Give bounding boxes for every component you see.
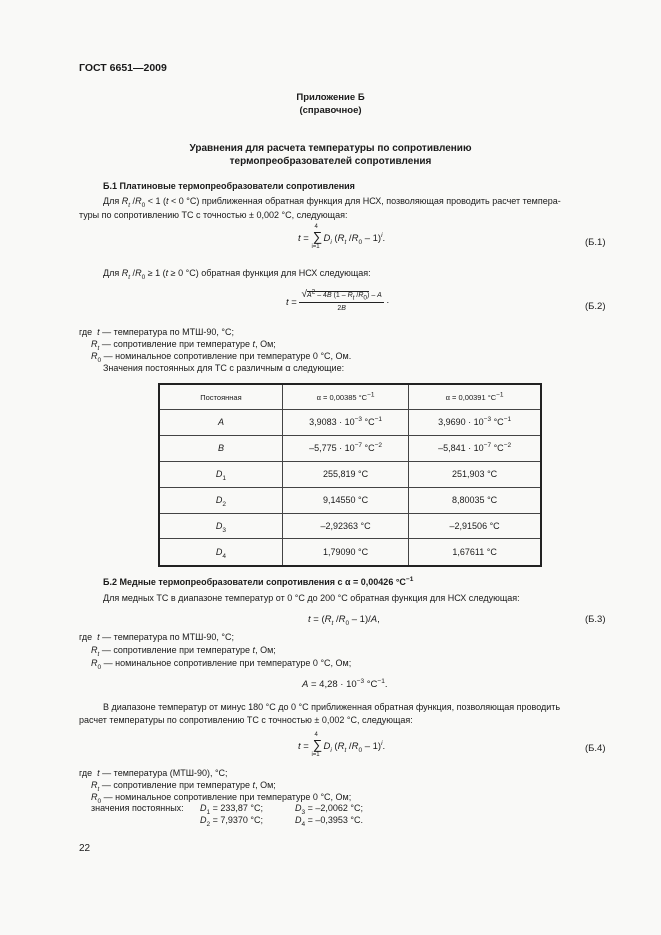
table-cell: 1,67611 °С — [409, 539, 541, 566]
appendix-subtitle: (справочное) — [299, 105, 362, 116]
b2-def-r0: $R_0$ — номинальное сопротивление при температуре 0 °С, Ом; — [91, 658, 352, 671]
b2-def-t: где t — температура по МТШ-90, °С; — [79, 632, 234, 642]
b1-paragraph2: Для $R_t$ $/R_0 \ge 1$ (t ≥ 0 °С) обратная функция для НСХ следующая: — [103, 268, 371, 281]
b2-paragraph1: Для медных ТС в диапазоне температур от 0 °С до 200 °С обратная функция для НСХ следующая: — [103, 593, 520, 603]
table-cell-name: B — [159, 435, 282, 461]
b2-constant-d3: $D_3 = -2,0062$ °С; — [295, 803, 364, 816]
equation-b1-number: (Б.1) — [585, 237, 606, 248]
table-cell: 9,14550 °С — [282, 487, 408, 513]
table-cell: $3,9083 \cdot 10^{-3}$ $^\circ С^{-1}$ — [282, 410, 408, 436]
equation-b2-number: (Б.2) — [585, 301, 606, 312]
main-title-line1: Уравнения для расчета температуры по сопротивлению — [189, 143, 472, 154]
table-header-row — [159, 384, 541, 410]
b2-constant-d1: $D_1 = 233,87$ °С; — [200, 803, 264, 816]
b2-constant-d4: $D_4 = -0,3953$ °С. — [295, 815, 364, 828]
table-cell-name: $D_4$ — [159, 539, 282, 566]
table-cell: –2,92363 °С — [282, 513, 408, 539]
b1-def-rt: $R_t$ — сопротивление при температуре t, Ом; — [91, 339, 276, 352]
b2-a-value: $A = 4,28 \cdot 10^{-3}$ $^\circ С^{-1}$. — [302, 677, 388, 690]
b2-paragraph2-line1: В диапазоне температур от минус 180 °С до 0 °С приближенная обратная функция, позволяющая проводить — [103, 702, 561, 712]
section-b2-heading: Б.2 Медные термопреобразователи сопротивления с α = 0,00426 $^\circ С^{-1}$ — [103, 576, 414, 587]
table-cell: 255,819 °С — [282, 461, 408, 487]
equation-b4: t = 4 ∑ i=1 $D_i$ ($R_t$ $/R_0 - 1)^i$. — [298, 732, 386, 758]
b2-def-rt: $R_t$ — сопротивление при температуре t, Ом; — [91, 645, 276, 658]
table-row — [159, 410, 541, 436]
table-cell: 251,903 °С — [409, 461, 541, 487]
table-row — [159, 513, 541, 539]
b1-paragraph1-line2: туры по сопротивлению ТС с точностью ± 0,002 °С, следующая: — [79, 210, 348, 220]
main-title-line2: термопреобразователей сопротивления — [229, 156, 432, 167]
b2-def2-r0: $R_0$ — номинальное сопротивление при температуре 0 °С, Ом; — [91, 792, 352, 805]
equation-b1: t = 4 ∑ i=1 $D_i$ ($R_t$ $/R_0 - 1)^i$. — [298, 224, 386, 250]
table-cell-name: $D_1$ — [159, 461, 282, 487]
constants-table — [158, 383, 542, 567]
table-row — [159, 435, 541, 461]
table-row — [159, 461, 541, 487]
section-b1-heading: Б.1 Платиновые термопреобразователи сопротивления — [103, 181, 355, 191]
b2-constants-label: значения постоянных: — [91, 803, 184, 813]
b1-def-r0: $R_0$ — номинальное сопротивление при температуре 0 °С, Ом. — [91, 351, 352, 364]
table-cell-name: $D_2$ — [159, 487, 282, 513]
table-cell-name: A — [159, 410, 282, 436]
document-id: ГОСТ 6651—2009 — [79, 62, 167, 74]
b2-def2-rt: $R_t$ — сопротивление при температуре t, Ом; — [91, 780, 276, 793]
b1-constants-intro: Значения постоянных для ТС с различным α следующие: — [103, 363, 345, 373]
table-cell: –2,91506 °С — [409, 513, 541, 539]
page-number: 22 — [79, 843, 91, 854]
b1-def-t: где t — температура по МТШ-90, °С; — [79, 327, 234, 337]
table-header-cell: Постоянная — [159, 384, 282, 410]
table-header-cell: α = 0,00385 $^\circ С^{-1}$ — [282, 384, 408, 410]
equation-b4-number: (Б.4) — [585, 743, 606, 754]
table-cell: $-5,841 \cdot 10^{-7}$ $^\circ С^{-2}$ — [409, 435, 541, 461]
table-cell: $-5,775 \cdot 10^{-7}$ $^\circ С^{-2}$ — [282, 435, 408, 461]
table-header-cell: α = 0,00391 $^\circ С^{-1}$ — [409, 384, 541, 410]
table-row — [159, 487, 541, 513]
table-cell: $3,9690 \cdot 10^{-3}$ $^\circ С^{-1}$ — [409, 410, 541, 436]
b2-def2-t: где t — температура (МТШ-90), °С; — [79, 768, 228, 778]
equation-b2: t = $\frac{√A^2 - 4B (1 - R_t /R_0) - A}{2B}$ . — [286, 288, 390, 312]
b2-constant-d2: $D_2 = 7,9370$ °С; — [200, 815, 264, 828]
b1-paragraph1: Для $R_t$ $/R_0 < 1$ (t < 0 °С) приближенная обратная функция для НСХ, позволяющая проводить расчет темпера- — [103, 196, 561, 209]
equation-b3: $t = (R_t$ $/R_0 - 1)/A$, — [308, 614, 380, 627]
b2-paragraph2-line2: расчет температуры по сопротивлению ТС с точностью ± 0,002 °С, следующая: — [79, 715, 413, 725]
table-cell: 1,79090 °С — [282, 539, 408, 566]
equation-b3-number: (Б.3) — [585, 614, 606, 625]
table-cell: 8,80035 °С — [409, 487, 541, 513]
appendix-title: Приложение Б — [296, 92, 365, 103]
table-cell-name: $D_3$ — [159, 513, 282, 539]
table-row — [159, 539, 541, 566]
